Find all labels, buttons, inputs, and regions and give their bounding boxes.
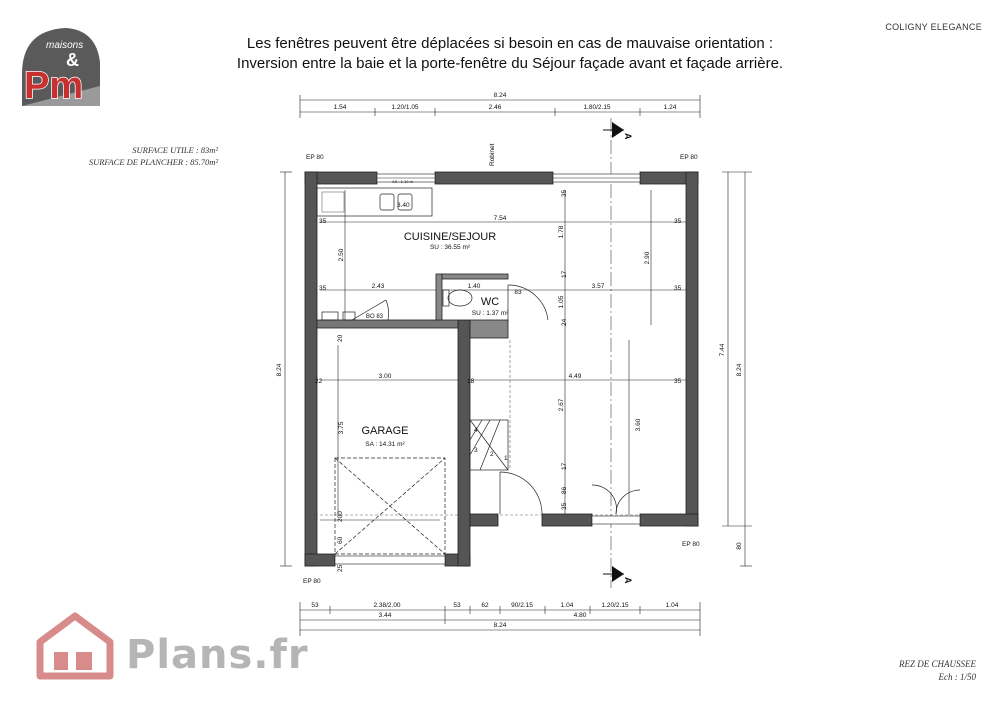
dim-178: 1.78: [558, 225, 565, 239]
sink-label: AS : 1.10 m: [392, 179, 413, 184]
ep-marker-top-right: EP 80: [680, 154, 698, 161]
drawing-scale: Ech : 1/50: [938, 672, 976, 682]
dim-bottom-sub-2: 4.80: [573, 612, 587, 619]
dim-25: 25: [337, 564, 344, 572]
dim-17-b: 17: [561, 462, 568, 470]
dim-35-g: 35: [561, 502, 568, 510]
ep-marker-top-left: EP 80: [306, 154, 324, 161]
logo-top-text: maisons: [46, 40, 84, 51]
dim-360: 3.60: [635, 418, 642, 432]
dim-300: 3.00: [378, 373, 392, 380]
dim-right-bottom: 80: [736, 542, 743, 550]
bo-label: BO 83: [366, 314, 384, 320]
dim-top-2: 1.20/1.05: [391, 104, 419, 111]
dim-18: 18: [467, 378, 475, 385]
room-garage-name: GARAGE: [361, 425, 409, 437]
dim-35-f: 35: [561, 189, 568, 197]
dim-bottom-2: 2.38/2.00: [373, 602, 401, 609]
dim-right-total: 8.24: [736, 363, 743, 377]
dim-top-1: 1.54: [333, 104, 347, 111]
sink-width: 3.40: [397, 202, 410, 209]
dim-449: 4.49: [568, 373, 582, 380]
dim-bottom-3: 53: [453, 602, 461, 609]
stair-step-1: 1: [504, 455, 508, 462]
house-icon: [32, 612, 118, 680]
dim-24: 24: [561, 318, 568, 326]
dim-105: 1.05: [558, 295, 565, 309]
dim-bottom-7: 1.20/2.15: [601, 602, 629, 609]
dim-bottom-5: 90/2.15: [511, 602, 533, 609]
dim-top-5: 1.24: [663, 104, 677, 111]
section-marker-bottom: A: [623, 577, 633, 584]
dim-86: 86: [561, 486, 568, 494]
dim-bottom-1: 53: [311, 602, 319, 609]
ep-marker-bottom-right: EP 80: [682, 541, 700, 548]
dim-200: 200: [337, 511, 344, 522]
model-name: COLIGNY ELEGANCE: [885, 22, 982, 32]
dim-bottom-total: 8.24: [493, 622, 507, 629]
dim-right-inner: 7.44: [719, 343, 726, 357]
dim-bottom-8: 1.04: [665, 602, 679, 609]
room-wc-name: WC: [480, 296, 500, 308]
dim-bottom-6: 1.04: [560, 602, 574, 609]
dim-top-3: 2.46: [488, 104, 502, 111]
logo-ampersand: &: [66, 50, 79, 70]
section-marker-top: A: [623, 133, 633, 140]
stair-step-3: 3: [474, 447, 478, 454]
dim-290: 2.90: [644, 251, 651, 265]
surface-utile: SURFACE UTILE : 83m²: [132, 145, 218, 155]
dim-35-e: 35: [674, 378, 682, 385]
floor-level: REZ DE CHAUSSEE: [899, 659, 976, 669]
plans-fr-watermark: Plans.fr: [126, 632, 309, 678]
dim-375: 3.75: [338, 421, 345, 435]
dim-35-c: 35: [674, 218, 682, 225]
dim-357: 3.57: [591, 283, 605, 290]
surface-plancher: SURFACE DE PLANCHER : 85.70m²: [88, 157, 218, 167]
robinet-label: Robinet: [489, 143, 496, 166]
dim-267: 2.67: [558, 398, 565, 412]
dim-83: 83: [514, 289, 522, 296]
dim-bottom-4: 62: [481, 602, 489, 609]
room-cuisine-area: SU : 36.55 m²: [429, 244, 471, 251]
dim-35-a: 35: [319, 218, 327, 225]
dim-22: 22: [315, 378, 323, 385]
footer-caption: [899, 658, 976, 684]
room-cuisine-name: CUISINE/SEJOUR: [403, 231, 497, 243]
dim-754: 7.54: [493, 215, 507, 222]
room-wc-area: SU : 1.37 m²: [471, 310, 509, 317]
dim-35-d: 35: [674, 285, 682, 292]
dim-top-4: 1.80/2.15: [583, 104, 611, 111]
stair-step-2: 2: [490, 451, 494, 458]
dim-top-total: 8.24: [493, 92, 507, 99]
dim-20: 20: [337, 334, 344, 342]
dim-243: 2.43: [371, 283, 385, 290]
logo-letters: Pm: [24, 65, 84, 107]
notice-line-1: Les fenêtres peuvent être déplacées si besoin en cas de mauvaise orientation :: [246, 35, 774, 52]
dim-left-total: 8.24: [276, 363, 283, 377]
dim-250: 2.50: [338, 248, 345, 262]
dim-60: 60: [337, 536, 344, 544]
room-garage-area: SA : 14.31 m²: [365, 441, 405, 448]
stair-step-4: 4: [474, 427, 478, 434]
dim-17-a: 17: [561, 270, 568, 278]
dim-35-b: 35: [319, 285, 327, 292]
dim-140: 1.40: [467, 283, 481, 290]
notice-line-2: Inversion entre la baie et la porte-fenêtre du Séjour façade avant et façade arrière.: [236, 55, 784, 72]
dim-bottom-sub-1: 3.44: [378, 612, 392, 619]
ep-marker-bottom-left: EP 80: [303, 578, 321, 585]
